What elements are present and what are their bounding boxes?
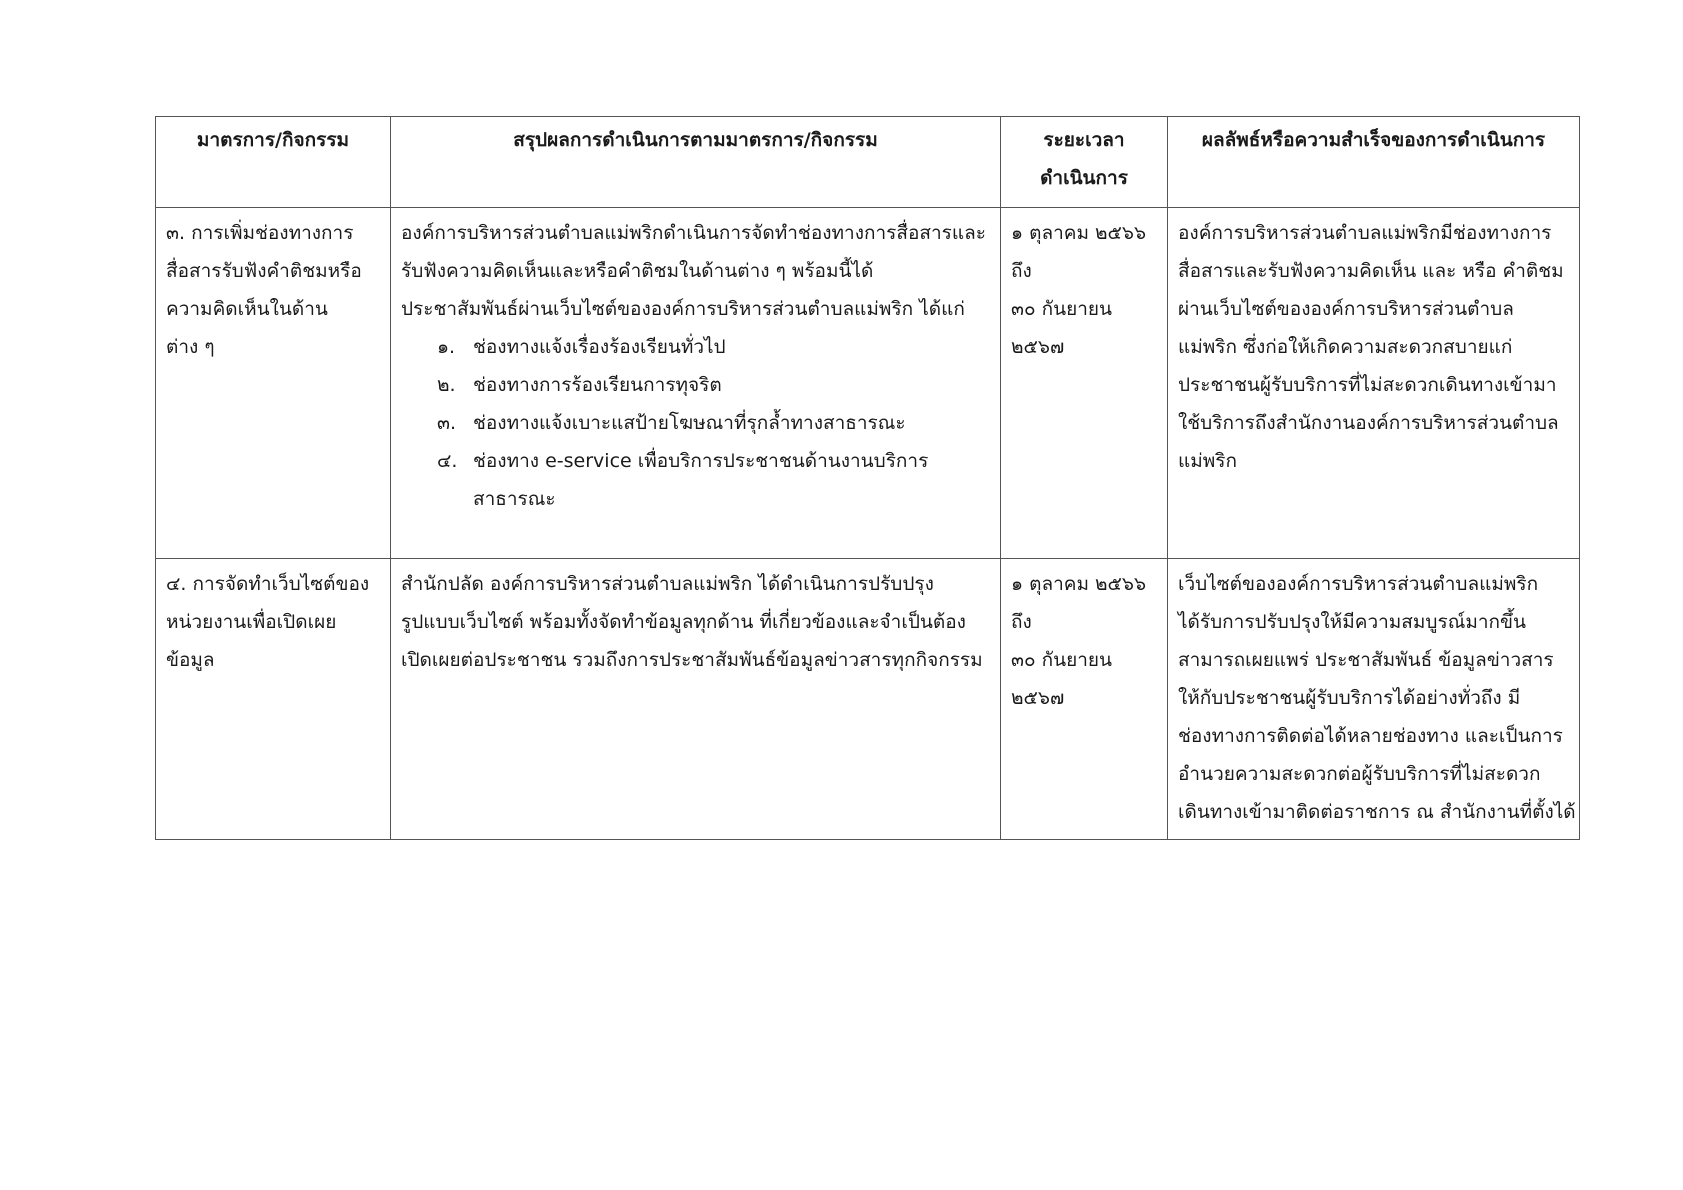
header-result: ผลลัพธ์หรือความสำเร็จของการดำเนินการ	[1168, 117, 1580, 208]
cell-result: เว็บไซต์ขององค์การบริหารส่วนตำบลแม่พริก ได้รับการปรับปรุงให้มีความสมบูรณ์มากขึ้น สามารถเผยแพร่ ประชาสัมพันธ์ ข้อมูลข่าวสาร ให้กับประชาชนผู้รับบริการได้อย่างทั่วถึง มี ช่องทางการติดต่อได้หลายช่องทาง และเป็นการ อำนวยความสะดวกต่อผู้รับบริการที่ไม่สะดวก เดินทางเข้ามาติดต่อราชการ ณ สำนักงานที่ตั้งได้	[1168, 559, 1580, 840]
table-row	[156, 559, 1580, 840]
channel-list	[401, 328, 990, 518]
table-header-row	[156, 117, 1580, 208]
cell-measure: ๔. การจัดทำเว็บไซต์ของ หน่วยงานเพื่อเปิดเผย ข้อมูล	[156, 559, 391, 840]
cell-result: องค์การบริหารส่วนตำบลแม่พริกมีช่องทางการ สื่อสารและรับฟังความคิดเห็น และ หรือ คำติชม ผ่านเว็บไซต์ขององค์การบริหารส่วนตำบล แม่พริก ซึ่งก่อให้เกิดความสะดวกสบายแก่ ประชาชนผู้รับบริการที่ไม่สะดวกเดินทางเข้ามา ใช้บริการถึงสำนักงานองค์การบริหารส่วนตำบล แม่พริก	[1168, 208, 1580, 559]
list-item: ๑. ช่องทางแจ้งเรื่องร้องเรียนทั่วไป	[437, 336, 726, 358]
list-item: ๓. ช่องทางแจ้งเบาะแสป้ายโฆษณาที่รุกล้ำทางสาธารณะ	[437, 412, 906, 434]
report-table	[155, 116, 1580, 840]
cell-period: ๑ ตุลาคม ๒๕๖๖ ถึง ๓๐ กันยายน ๒๕๖๗	[1001, 208, 1168, 559]
cell-summary: องค์การบริหารส่วนตำบลแม่พริกดำเนินการจัดทำช่องทางการสื่อสารและ รับฟังความคิดเห็นและหรือคำติชมในด้านต่าง ๆ พร้อมนี้ได้ ประชาสัมพันธ์ผ่านเว็บไซต์ขององค์การบริหารส่วนตำบลแม่พริก ได้แก่ ๑. ช่องทางแจ้งเรื่องร้องเรียนทั่วไป ๒. ช่องทางการร้องเรียนการทุจริต ๓. ช่องทางแจ้งเบาะแสป้ายโฆษณาที่รุกล้ำทางสาธารณะ ๔. ช่องทาง e-service เพื่อบริการประชาชนด้านงานบริการ สาธารณะ	[391, 208, 1001, 559]
report-table-container	[155, 116, 1579, 840]
cell-summary: สำนักปลัด องค์การบริหารส่วนตำบลแม่พริก ได้ดำเนินการปรับปรุง รูปแบบเว็บไซต์ พร้อมทั้งจัดทำข้อมูลทุกด้าน ที่เกี่ยวข้องและจำเป็นต้อง เปิดเผยต่อประชาชน รวมถึงการประชาสัมพันธ์ข้อมูลข่าวสารทุกกิจกรรม	[391, 559, 1001, 840]
list-item: ๔. ช่องทาง e-service เพื่อบริการประชาชนด้านงานบริการ สาธารณะ	[437, 450, 929, 510]
header-period: ระยะเวลา ดำเนินการ	[1001, 117, 1168, 208]
table-row	[156, 208, 1580, 559]
cell-measure: ๓. การเพิ่มช่องทางการ สื่อสารรับฟังคำติชมหรือ ความคิดเห็นในด้าน ต่าง ๆ	[156, 208, 391, 559]
list-item: ๒. ช่องทางการร้องเรียนการทุจริต	[437, 374, 722, 396]
header-summary: สรุปผลการดำเนินการตามมาตรการ/กิจกรรม	[391, 117, 1001, 208]
header-measure: มาตรการ/กิจกรรม	[156, 117, 391, 208]
cell-period: ๑ ตุลาคม ๒๕๖๖ ถึง ๓๐ กันยายน ๒๕๖๗	[1001, 559, 1168, 840]
